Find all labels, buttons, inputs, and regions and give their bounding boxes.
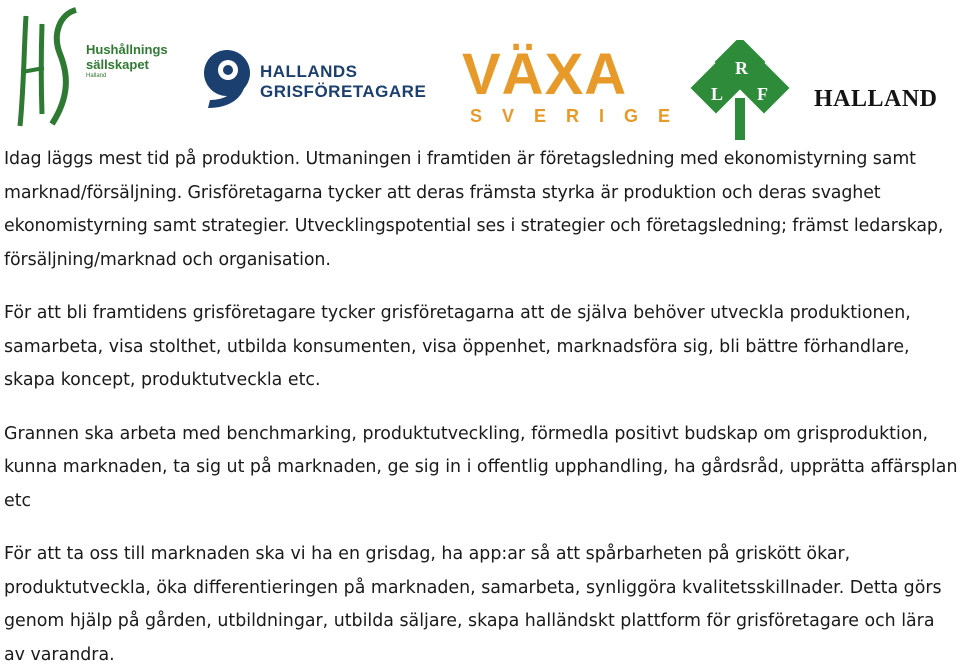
hs-monogram-icon [14, 6, 84, 128]
pig-nine-icon [200, 46, 258, 112]
paragraph-3: Grannen ska arbeta med benchmarking, produktutveckling, förmedla positivt budskap om grisproduktion, kunna marknaden, ta sig ut på marknaden, ge sig in i offentlig upphandling, ha gårdsråd, upprätta affärsplan etc [4, 423, 958, 511]
lrf-r: R [735, 58, 748, 78]
paragraph-4: För att ta oss till marknaden ska vi ha en grisdag, ha app:ar så att spårbarheten på griskött ökar, produktutveckla, öka differentieringen på marknaden, samarbeta, synliggöra kvalitetsskillnader. Detta görs genom hjälp på gården, utbildningar, utbilda säljare, skapa halländskt plattform för grisföretagare och lära av varandra. [4, 544, 942, 665]
hs-line1: Hushållnings [86, 42, 168, 57]
halland-label: HALLAND [814, 86, 938, 112]
hallands-grisforetagare-logo [200, 46, 440, 116]
logo-bar [0, 0, 960, 140]
vaxa-word: VÄXA [462, 42, 628, 107]
document-body [4, 143, 958, 672]
vaxa-sverige-logo [462, 42, 691, 134]
lrf-diamond-icon [688, 40, 800, 142]
paragraph-2: För att bli framtidens grisföretagare tycker grisföretagarna att de själva behöver utveckla produktionen, samarbeta, visa stolthet, utbilda konsumenten, visa öppenhet, marknadsföra sig, bli bättre förhandlare, skapa koncept, produktutveckla etc. [4, 303, 911, 390]
lrf-l: L [711, 84, 724, 104]
lrf-logo [688, 40, 800, 142]
hushallningssallskapet-logo [14, 6, 174, 128]
hg-line1: HALLANDS [260, 62, 358, 81]
hs-line2: sällskapet [86, 57, 149, 72]
hg-line2: GRISFÖRETAGARE [260, 82, 427, 101]
paragraph-1: Idag läggs mest tid på produktion. Utmaningen i framtiden är företagsledning med ekonomistyrning samt marknad/försäljning. Grisföretagarna tycker att deras främsta styrka är produktion och deras svaghet ekonomistyrning samt strategier. Utvecklingspotential ses i strategier och företagsledning; främst ledarskap, försäljning/marknad och organisation. [4, 149, 944, 270]
vaxa-sub: SVERIGE [470, 106, 691, 126]
hs-line3: Halland [86, 73, 107, 79]
lrf-f: F [757, 84, 768, 104]
